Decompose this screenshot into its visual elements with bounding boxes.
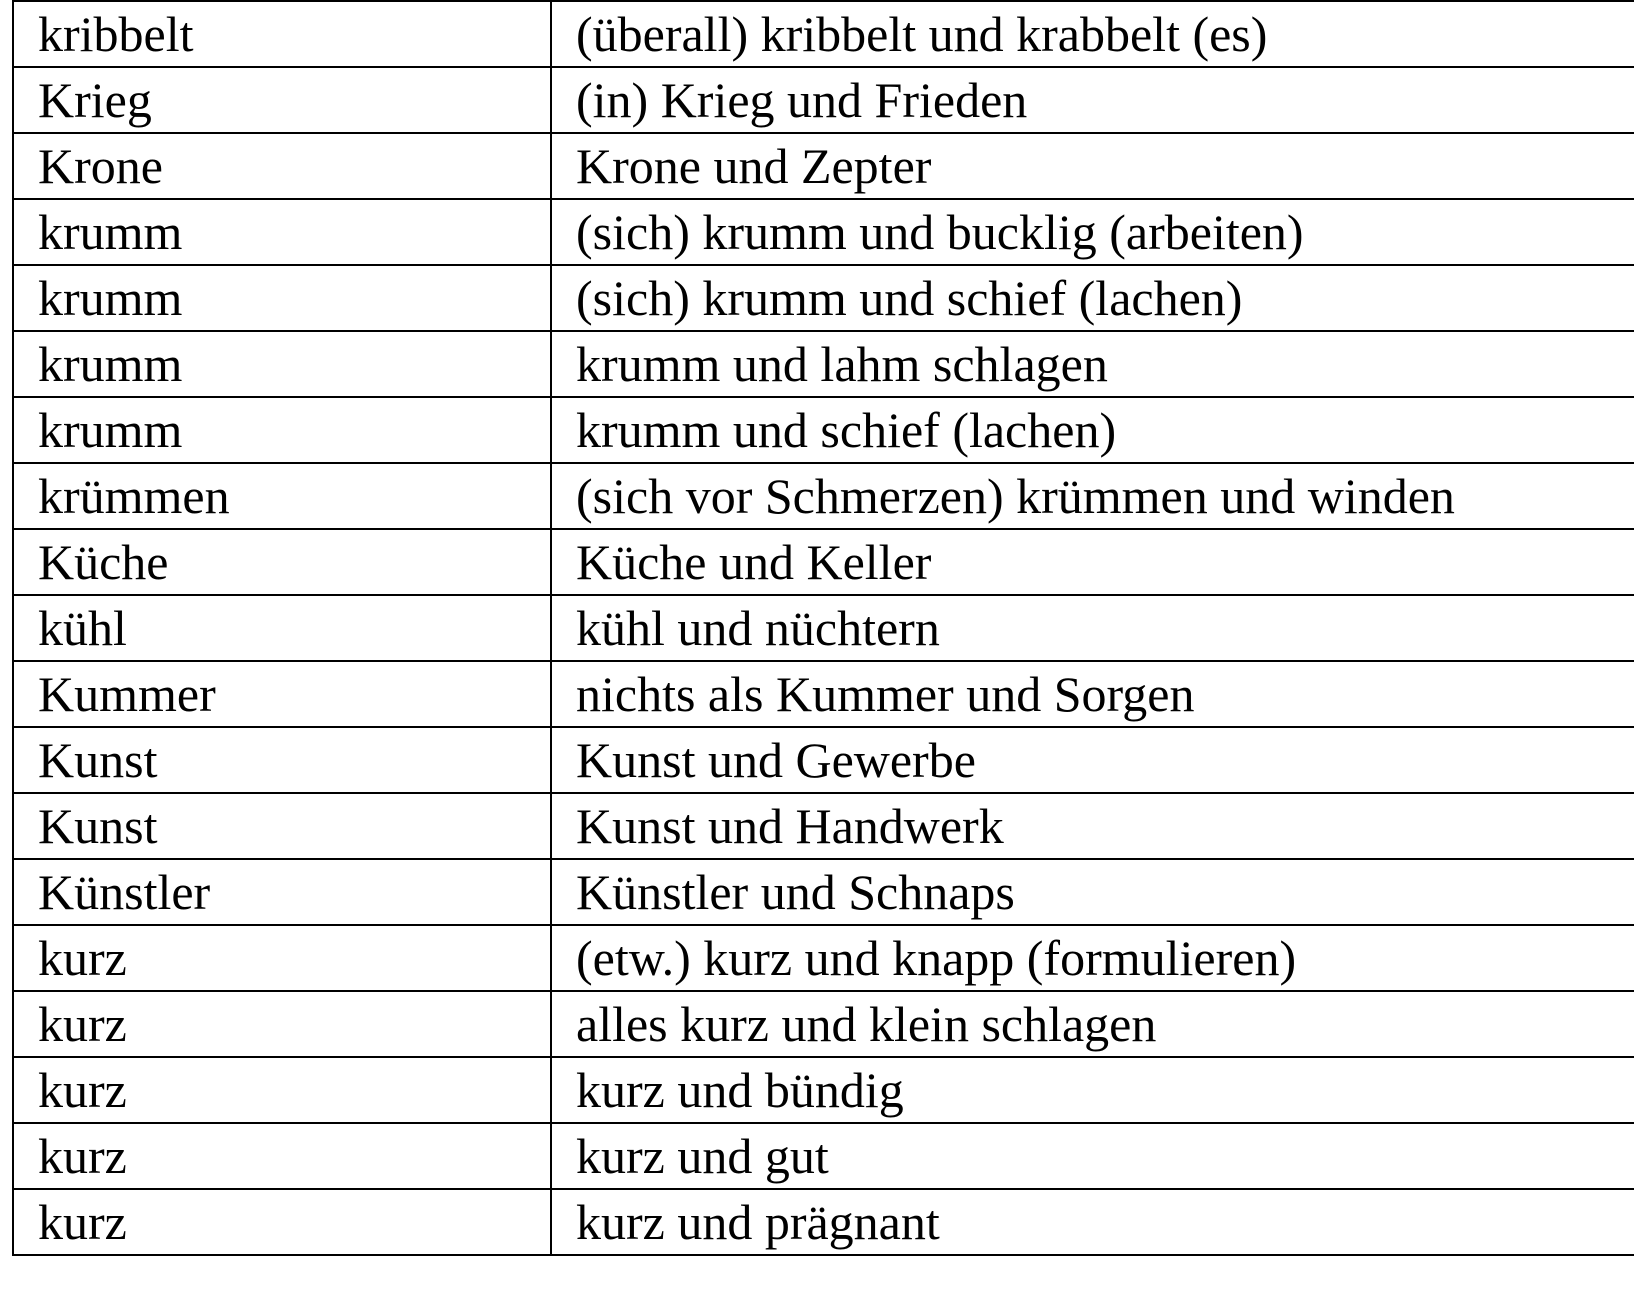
- phrase-cell: kurz und gut: [551, 1123, 1634, 1189]
- phrase-cell: Künstler und Schnaps: [551, 859, 1634, 925]
- keyword-cell: kurz: [13, 925, 551, 991]
- keyword-cell: kühl: [13, 595, 551, 661]
- table-row: [13, 199, 1634, 265]
- table-row: [13, 661, 1634, 727]
- phrase-cell: (sich vor Schmerzen) krümmen und winden: [551, 463, 1634, 529]
- phrase-cell: (sich) krumm und bucklig (arbeiten): [551, 199, 1634, 265]
- table-row: [13, 925, 1634, 991]
- phrase-cell: krumm und lahm schlagen: [551, 331, 1634, 397]
- keyword-cell: krumm: [13, 397, 551, 463]
- phrase-cell: (in) Krieg und Frieden: [551, 67, 1634, 133]
- phrase-cell: Küche und Keller: [551, 529, 1634, 595]
- keyword-cell: Krone: [13, 133, 551, 199]
- table-row: [13, 265, 1634, 331]
- keyword-cell: Kunst: [13, 727, 551, 793]
- table-row: [13, 397, 1634, 463]
- keyword-cell: Krieg: [13, 67, 551, 133]
- table-row: [13, 1, 1634, 67]
- phrase-cell: alles kurz und klein schlagen: [551, 991, 1634, 1057]
- keyword-cell: Kunst: [13, 793, 551, 859]
- table-row: [13, 1123, 1634, 1189]
- phrase-table-body: [13, 1, 1634, 1255]
- keyword-cell: kurz: [13, 1057, 551, 1123]
- keyword-cell: krumm: [13, 199, 551, 265]
- phrase-cell: nichts als Kummer und Sorgen: [551, 661, 1634, 727]
- table-row: [13, 331, 1634, 397]
- table-row: [13, 991, 1634, 1057]
- phrase-cell: (sich) krumm und schief (lachen): [551, 265, 1634, 331]
- table-row: [13, 1057, 1634, 1123]
- phrase-cell: (überall) kribbelt und krabbelt (es): [551, 1, 1634, 67]
- phrase-cell: krumm und schief (lachen): [551, 397, 1634, 463]
- keyword-cell: kurz: [13, 1123, 551, 1189]
- phrase-cell: kurz und prägnant: [551, 1189, 1634, 1255]
- phrase-table: [12, 0, 1634, 1256]
- phrase-cell: Kunst und Gewerbe: [551, 727, 1634, 793]
- table-row: [13, 859, 1634, 925]
- keyword-cell: kurz: [13, 1189, 551, 1255]
- table-row: [13, 133, 1634, 199]
- table-row: [13, 67, 1634, 133]
- keyword-cell: krümmen: [13, 463, 551, 529]
- phrase-cell: Kunst und Handwerk: [551, 793, 1634, 859]
- phrase-cell: kurz und bündig: [551, 1057, 1634, 1123]
- keyword-cell: krumm: [13, 331, 551, 397]
- phrase-cell: kühl und nüchtern: [551, 595, 1634, 661]
- table-row: [13, 595, 1634, 661]
- keyword-cell: Küche: [13, 529, 551, 595]
- table-row: [13, 793, 1634, 859]
- phrase-cell: Krone und Zepter: [551, 133, 1634, 199]
- keyword-cell: kribbelt: [13, 1, 551, 67]
- table-row: [13, 463, 1634, 529]
- table-row: [13, 529, 1634, 595]
- table-row: [13, 1189, 1634, 1255]
- keyword-cell: kurz: [13, 991, 551, 1057]
- table-row: [13, 727, 1634, 793]
- keyword-cell: Künstler: [13, 859, 551, 925]
- phrase-cell: (etw.) kurz und knapp (formulieren): [551, 925, 1634, 991]
- keyword-cell: krumm: [13, 265, 551, 331]
- keyword-cell: Kummer: [13, 661, 551, 727]
